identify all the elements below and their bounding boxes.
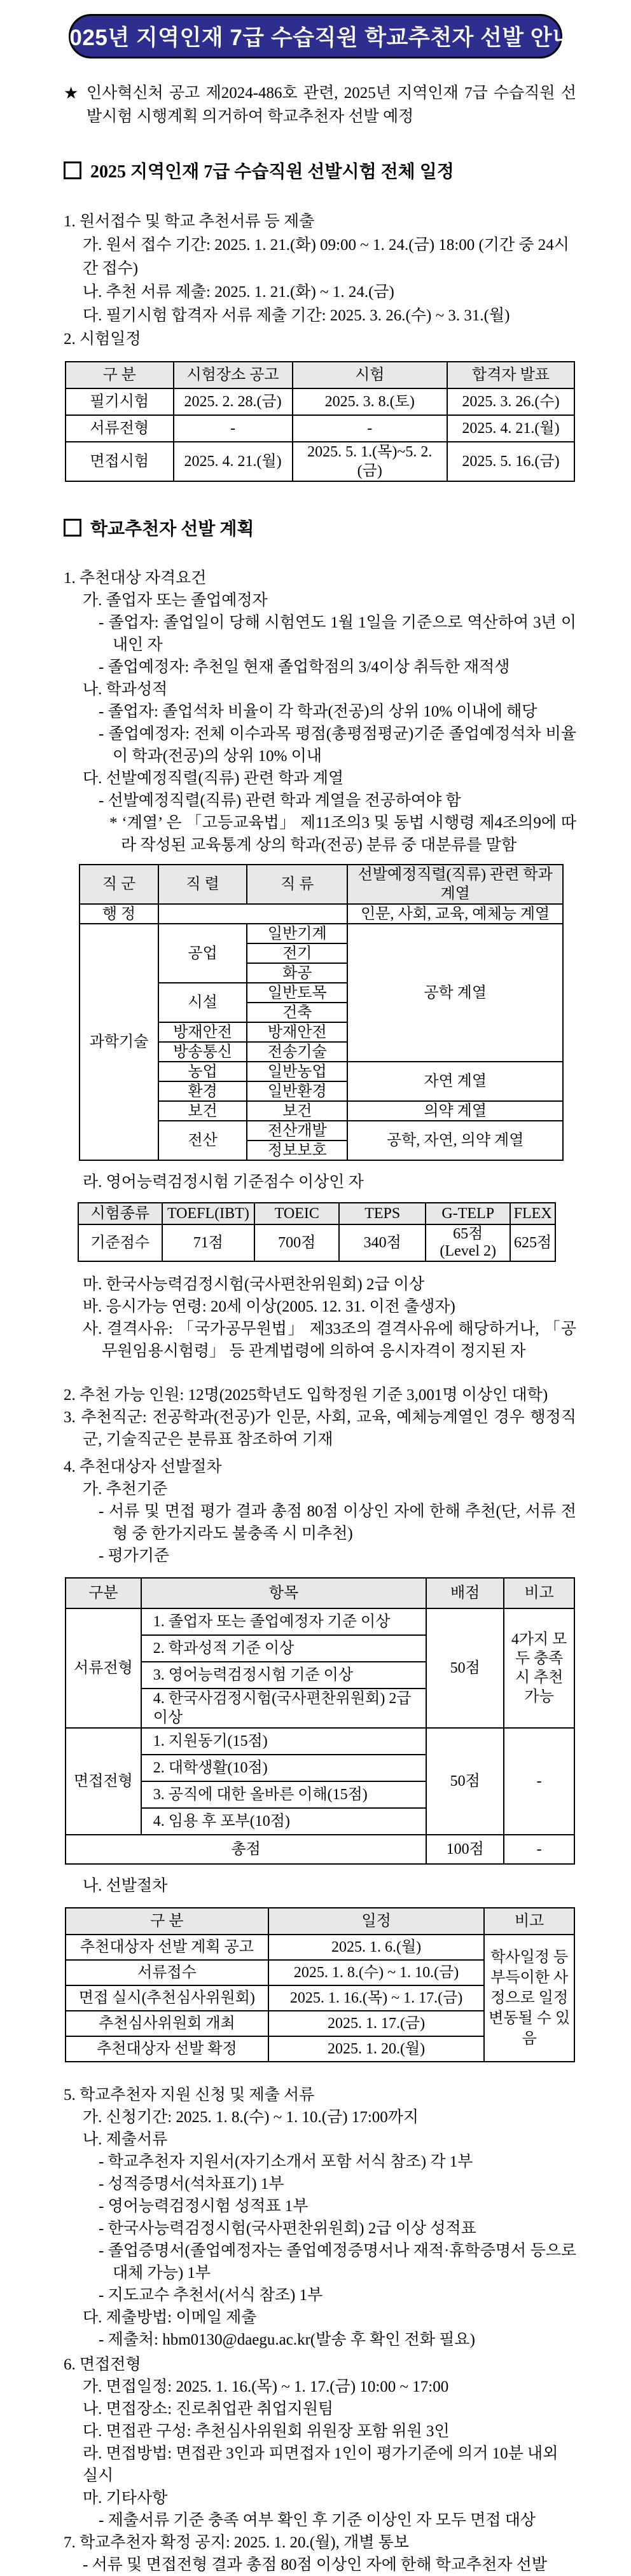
intro-notice [64,81,576,128]
cell: 일반농업 [247,1062,347,1081]
overall-item1: 1. 원서접수 및 학교 추천서류 등 제출 [64,213,315,230]
square-bullet-icon [64,519,81,537]
table-row [80,904,563,924]
col-header: 항목 [141,1578,426,1608]
cell: 공학 계열 [347,924,563,1062]
cell: 2. 대학생활(10점) [141,1755,426,1781]
col-header: 직 류 [247,865,347,904]
plan-sec1-ga: 가. 졸업자 또는 졸업예정자 [83,592,268,609]
cell: 학사일정 등 부득이한 사정으로 일정 변동될 수 있음 [484,1935,574,2062]
exam-schedule-table [65,361,575,482]
plan-sec4-ga-sub: - 서류 및 면접 평가 결과 총점 80점 이상인 자에 한해 추천(단, 서류 전형 중 한가지라도 불충족 시 미추천) [99,1503,576,1542]
plan-sec5-doc: - 학교추천자 지원서(자기소개서 포함 서식 참조) 각 1부 [99,2153,473,2170]
cell: 보건 [247,1101,347,1121]
cell: 면접전형 [66,1728,141,1835]
plan-sec1-da: 다. 선발예정직렬(직류) 관련 학과 계열 [83,770,344,787]
table-row [66,1835,574,1864]
cell: 인문, 사회, 교육, 예체능 계열 [347,904,563,924]
overall-schedule-heading-text: 2025 지역인재 7급 수습직원 선발시험 전체 일정 [90,162,454,182]
cell: 1. 졸업자 또는 졸업예정자 기준 이상 [141,1608,426,1635]
plan-sec6-item: 다. 면접관 구성: 추천심사위원회 위원장 포함 위원 3인 [83,2423,450,2440]
cell: 700점 [254,1224,339,1261]
plan-sec4-title: 4. 추천대상자 선발절차 [64,1458,222,1476]
plan-sec5-doc: - 졸업증명서(졸업예정자는 졸업예정증명서나 재적·휴학증명서 등으로 대체 가능) 1부 [99,2242,576,2282]
plan-sec1-da-note: * ‘계열’ 은 「고등교육법」 제11조의3 및 동법 시행령 제4조의9에 따라 작성된 교육통계 상의 학과(전공) 분류 중 대분류를 말함 [109,814,576,854]
cell: 건축 [247,1003,347,1022]
cell: - [174,415,293,442]
plan-sec1-ga-sub: - 졸업자: 졸업일이 당해 시험연도 1월 1일을 기준으로 역산하여 3년 이내인 자 [99,614,576,654]
cell: 의약 계열 [347,1101,563,1121]
cell: 4. 한국사검정시험(국사편찬위원회) 2급 이상 [141,1689,426,1728]
overall-item2: 2. 시험일정 [64,331,141,348]
cell: 2025. 4. 21.(월) [447,415,574,442]
english-score-table [78,1202,556,1262]
cell: 4가지 모두 충족 시 추천 가능 [504,1608,574,1728]
cell: 시설 [158,983,247,1022]
job-category-table [79,864,564,1161]
cell: 2025. 4. 21.(월) [174,442,293,481]
star-icon: ★ [64,84,79,102]
col-header: 시험장소 공고 [174,362,293,388]
cell: 면접시험 [66,442,174,481]
plan-sec1-ma: 마. 한국사능력검정시험(국사편찬위원회) 2급 이상 [83,1276,425,1293]
plan-sec1-na-sub: - 졸업자: 졸업석차 비율이 각 학과(전공)의 상위 10% 이내에 해당 [99,703,537,720]
col-header: TEPS [339,1203,426,1224]
cell: 환경 [158,1081,247,1101]
cell: 서류접수 [66,1960,268,1985]
cell: 추천대상자 선발 계획 공고 [66,1935,268,1960]
col-header: 비고 [484,1908,574,1935]
plan-sec1-ba: 바. 응시가능 연령: 20세 이상(2005. 12. 31. 이전 출생자) [83,1298,455,1315]
table-header-row [80,865,563,904]
plan-sec5-doc: - 지도교수 추천서(서식 참조) 1부 [99,2287,323,2304]
col-header: TOEFL(IBT) [162,1203,255,1224]
col-header: 선발예정직렬(직류) 관련 학과 계열 [347,865,563,904]
cell: - [504,1728,574,1835]
cell: 2025. 5. 1.(목)~5. 2.(금) [293,442,447,481]
plan-sec1-ga-sub: - 졸업예정자: 추천일 현재 졸업학점의 3/4이상 취득한 재적생 [99,659,510,676]
table-header-row [66,362,574,388]
plan-sec1-da-sub: - 선발예정직렬(직류) 관련 학과 계열을 전공하여야 함 [99,792,461,809]
cell: 2025. 3. 8.(토) [293,388,447,415]
cell: 총점 [66,1835,426,1864]
cell [426,1224,510,1261]
cell-empty [158,904,347,924]
plan-sec5-na: 나. 제출서류 [83,2131,168,2148]
cell: - [293,415,447,442]
cell: 100점 [426,1835,504,1864]
plan-sec7-note: - 서류 및 면접전형 결과 총점 80점 이상인 자에 한해 학교추천자 선발 [83,2556,547,2573]
cell: 2025. 2. 28.(금) [174,388,293,415]
cell: 기준점수 [78,1224,162,1261]
cell: 2025. 1. 6.(월) [268,1935,485,1960]
plan-sec5-title: 5. 학교추천자 지원 신청 및 제출 서류 [64,2086,315,2104]
table-header-row [66,1578,574,1608]
cell: - [504,1835,574,1864]
plan-sec6-title: 6. 면접전형 [64,2356,141,2373]
plan-sec5-doc: - 한국사능력검정시험(국사편찬위원회) 2급 이상 성적표 [99,2220,476,2237]
col-header: 시험종류 [78,1203,162,1224]
table-header-row [66,1908,574,1935]
overall-item1-sub: 가. 원서 접수 기간: 2025. 1. 21.(화) 09:00 ~ 1. 24.(금) 18:00 (기간 중 24시간 접수) [83,236,569,277]
cell: 2025. 1. 20.(월) [268,2036,485,2062]
cell: 공학, 자연, 의약 계열 [347,1121,563,1160]
table-row [66,415,574,442]
cell: 전산 [158,1121,247,1160]
plan-sec1-sa: 사. 결격사유: 「국가공무원법」 제33조의 결격사유에 해당하거나, 「공무원임용시험령」 등 관계법령에 의하여 응시자격이 정지된 자 [83,1320,576,1360]
plan-sec7-title: 7. 학교추천자 확정 공지: 2025. 1. 20.(월), 개별 통보 [64,2534,409,2551]
plan-sec3: 3. 추천직군: 전공학과(전공)가 인문, 사회, 교육, 예체능계열인 경우 행정직군, 기술직군은 분류표 참조하여 기재 [64,1409,576,1448]
cell: 625점 [510,1224,555,1261]
overall-item1-sub: 다. 필기시험 합격자 서류 제출 기간: 2025. 3. 26.(수) ~ 3. 31.(월) [83,307,510,324]
plan-sec5-da-sub: - 제출처: hbm0130@daegu.ac.kr(발송 후 확인 전화 필요) [99,2331,475,2348]
cell: 2. 학과성적 기준 이상 [141,1635,426,1662]
page-title: 2025년 지역인재 7급 수습직원 학교추천자 선발 안내 [57,25,574,50]
cell: 2025. 5. 16.(금) [447,442,574,481]
col-header: 구 분 [66,1908,268,1935]
plan-sec5-doc: - 성적증명서(석차표기) 1부 [99,2175,284,2193]
table-header-row [78,1203,555,1224]
gtelp-level: (Level 2) [440,1243,497,1259]
cell: 행 정 [80,904,158,924]
cell: 4. 임용 후 포부(10점) [141,1808,426,1835]
cell: 2025. 3. 26.(수) [447,388,574,415]
document-page [0,14,631,2573]
cell: 일반토목 [247,983,347,1003]
table-row [66,388,574,415]
col-header: 배점 [426,1578,504,1608]
plan-sec6-item: 라. 면접방법: 면접관 3인과 피면접자 1인이 평가기준에 의거 10분 내외 실시 [83,2445,558,2484]
cell: 자연 계열 [347,1062,563,1101]
cell: 공업 [158,924,247,983]
col-header: 시험 [293,362,447,388]
cell: 340점 [339,1224,426,1261]
plan-sec4-ga-sub: - 평가기준 [99,1547,170,1565]
plan-sec4-na: 나. 선발절차 [83,1877,168,1894]
cell: 일반기계 [247,924,347,943]
plan-sec6-item: 가. 면접일정: 2025. 1. 16.(목) ~ 1. 17.(금) 10:00 ~ 17:00 [83,2378,449,2395]
cell: 화공 [247,963,347,983]
col-header: 비고 [504,1578,574,1608]
plan-sec2: 2. 추천 가능 인원: 12명(2025학년도 입학정원 기준 3,001명 이상인 대학) [64,1387,548,1404]
cell: 2025. 1. 8.(수) ~ 1. 10.(금) [268,1960,485,1985]
cell: 추천심사위원회 개최 [66,2011,268,2036]
plan-sec1-na: 나. 학과성적 [83,681,168,698]
cell: 방재안전 [247,1022,347,1042]
square-bullet-icon [64,161,81,179]
plan-sec5-da: 다. 제출방법: 이메일 제출 [83,2309,257,2326]
cell: 정보보호 [247,1141,347,1160]
col-header: 직 군 [80,865,158,904]
cell: 추천대상자 선발 확정 [66,2036,268,2062]
cell: 전기 [247,943,347,963]
intro-notice-text: 인사혁신처 공고 제2024-486호 관련, 2025년 지역인재 7급 수습직원 선발시험 시행계획 의거하여 학교추천자 선발 예정 [87,85,576,125]
col-header: 합격자 발표 [447,362,574,388]
cell: 2025. 1. 17.(금) [268,2011,485,2036]
cell: 필기시험 [66,388,174,415]
col-header: 일정 [268,1908,485,1935]
col-header: FLEX [510,1203,555,1224]
plan-heading-text: 학교추천자 선발 계획 [90,519,254,539]
cell: 3. 영어능력검정시험 기준 이상 [141,1662,426,1689]
cell: 1. 지원동기(15점) [141,1728,426,1755]
col-header: G-TELP [426,1203,510,1224]
evaluation-criteria-table [65,1577,575,1865]
overall-schedule-heading [64,158,576,183]
table-row [80,924,563,943]
gtelp-score: 65점 [453,1226,483,1242]
cell: 전산개발 [247,1121,347,1141]
cell: 방재안전 [158,1022,247,1042]
cell: 보건 [158,1101,247,1121]
cell: 2025. 1. 16.(목) ~ 1. 17.(금) [268,1985,485,2011]
col-header: 구 분 [66,362,174,388]
col-header: 직 렬 [158,865,247,904]
plan-sec6-note: - 제출서류 기준 충족 여부 확인 후 기준 이상인 자 모두 면접 대상 [99,2512,536,2529]
plan-sec6-item: 마. 기타사항 [83,2490,168,2507]
table-row [66,442,574,481]
cell: 농업 [158,1062,247,1081]
cell: 3. 공직에 대한 올바른 이해(15점) [141,1781,426,1808]
document-content [64,81,576,2576]
table-row [66,1935,574,1960]
col-header: 구분 [66,1578,141,1608]
plan-sec5-ga: 가. 신청기간: 2025. 1. 8.(수) ~ 1. 10.(금) 17:00까지 [83,2109,419,2126]
table-row [78,1224,555,1261]
table-row [66,1608,574,1635]
plan-sec4-ga: 가. 추천기준 [83,1481,168,1498]
plan-sec5-doc: - 영어능력검정시험 성적표 1부 [99,2198,309,2215]
cell: 서류전형 [66,415,174,442]
cell: 서류전형 [66,1608,141,1728]
cell: 면접 실시(추천심사위원회) [66,1985,268,2011]
selection-steps-table [65,1907,575,2062]
plan-sec6-item: 나. 면접장소: 진로취업관 취업지원팀 [83,2401,334,2418]
col-header: TOEIC [254,1203,339,1224]
cell: 71점 [162,1224,255,1261]
plan-sec1-title: 1. 추천대상 자격요건 [64,570,207,587]
cell: 일반환경 [247,1081,347,1101]
plan-heading [64,515,576,540]
cell: 50점 [426,1728,504,1835]
cell: 전송기술 [247,1042,347,1062]
cell: 방송통신 [158,1042,247,1062]
plan-sec1-ra: 라. 영어능력검정시험 기준점수 이상인 자 [83,1174,364,1191]
title-banner [57,14,574,58]
plan-sec1-na-sub: - 졸업예정자: 전체 이수과목 평점(총평점평균)기준 졸업예정석차 비율이 학과(전공)의 상위 10% 이내 [99,725,576,765]
overall-item1-sub: 나. 추천 서류 제출: 2025. 1. 21.(화) ~ 1. 24.(금) [83,284,394,301]
cell: 50점 [426,1608,504,1728]
table-row [66,1728,574,1755]
cell: 과학기술 [80,924,158,1160]
